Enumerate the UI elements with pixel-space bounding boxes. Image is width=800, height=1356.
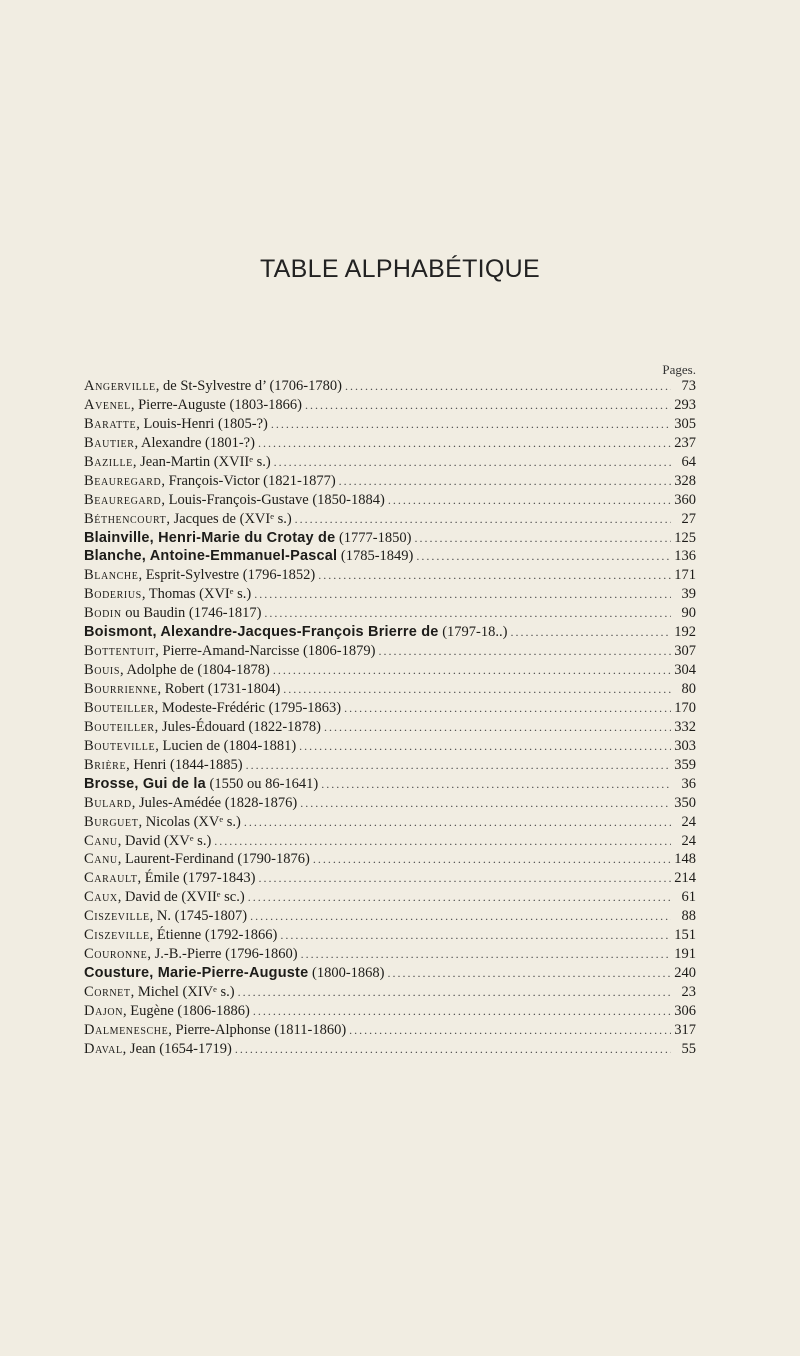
dot-leader [295, 512, 671, 527]
page-number: 39 [681, 586, 696, 603]
entry-text [84, 700, 341, 717]
entry-details: , Jean-Martin (XVIIᵉ s.) [132, 453, 271, 470]
entry-text [84, 681, 280, 698]
dot-leader [510, 625, 671, 640]
entry-text [84, 1041, 232, 1058]
dot-leader [300, 796, 671, 811]
entry-name: Cornet [84, 984, 131, 1000]
entry-details: , Jules-Édouard (1822-1878) [154, 718, 321, 735]
page-number: 148 [674, 851, 696, 868]
index-entry [84, 416, 696, 435]
page-number: 151 [674, 927, 696, 944]
entry-text [84, 378, 342, 395]
entry-name: Dajon [84, 1002, 124, 1019]
dot-leader [246, 758, 671, 773]
page-number: 359 [674, 756, 696, 773]
page-number: 191 [674, 946, 696, 963]
entry-details: , Modeste-Frédéric (1795-1863) [154, 699, 342, 716]
entry-details: (1550 ou 86-1641) [205, 775, 319, 792]
entry-name: Canu [84, 851, 118, 868]
dot-leader [250, 909, 671, 924]
entry-details: , Pierre-Auguste (1803-1866) [130, 396, 302, 413]
index-entry [84, 833, 696, 852]
dot-leader [388, 493, 671, 508]
dot-leader [414, 531, 671, 546]
entry-name: Bautier [84, 434, 135, 451]
entry-details: , Laurent-Ferdinand (1790-1876) [117, 851, 310, 868]
entry-details: , Esprit-Sylvestre (1796-1852) [138, 567, 316, 584]
entry-details: (1785-1849) [337, 548, 414, 565]
index-entry [84, 984, 696, 1003]
index-entry [84, 586, 696, 605]
page-number: 350 [674, 794, 696, 811]
dot-leader [321, 777, 671, 792]
page-number: 317 [674, 1021, 696, 1038]
index-entries [84, 378, 696, 1060]
index-entry [84, 757, 696, 776]
entry-text [84, 473, 336, 490]
entry-text [84, 719, 321, 736]
entry-name: Bouteiller [84, 718, 155, 735]
entry-text [84, 984, 235, 1001]
index-entry [84, 454, 696, 473]
entry-name: Bulard [84, 794, 132, 811]
index-entry [84, 624, 696, 643]
entry-text [84, 851, 310, 868]
index-entry [84, 870, 696, 889]
entry-details: , Henri (1844-1885) [126, 756, 243, 773]
entry-text [84, 738, 296, 755]
entry-name: Baratte [84, 415, 137, 432]
index-entry [84, 492, 696, 511]
dot-leader [313, 852, 671, 867]
dot-leader [299, 739, 671, 754]
index-entry [84, 473, 696, 492]
entry-details: , David de (XVIIᵉ sc.) [117, 889, 245, 906]
dot-leader [273, 663, 671, 678]
entry-name: Angerville [84, 378, 156, 394]
index-entry [84, 435, 696, 454]
index-entry [84, 776, 696, 795]
index-entry [84, 889, 696, 908]
dot-leader [283, 682, 671, 697]
dot-leader [214, 834, 671, 849]
index-entry [84, 643, 696, 662]
index-entry [84, 965, 696, 984]
page-number: 332 [674, 718, 696, 735]
dot-leader [238, 985, 671, 1000]
index-entry [84, 567, 696, 586]
entry-details: , Étienne (1792-1866) [149, 927, 278, 944]
entry-details: , Alexandre (1801-?) [134, 434, 255, 451]
dot-leader [305, 398, 671, 413]
page-number: 80 [681, 681, 696, 697]
dot-leader [318, 568, 671, 583]
entry-details: , Jules-Amédée (1828-1876) [131, 794, 298, 811]
entry-details: ou Baudin (1746-1817) [121, 605, 262, 622]
entry-text [84, 397, 302, 414]
dot-leader [274, 455, 671, 470]
entry-details: , Robert (1731-1804) [157, 681, 281, 697]
index-entry [84, 1041, 696, 1060]
page-number: 136 [674, 548, 696, 565]
pages-column-header: Pages. [662, 362, 696, 377]
dot-leader [387, 966, 671, 981]
page-number: 55 [681, 1040, 696, 1057]
index-entry [84, 511, 696, 530]
index-entry [84, 946, 696, 965]
entry-text [84, 454, 271, 471]
page-number: 73 [681, 378, 696, 394]
entry-details: , Émile (1797-1843) [137, 870, 256, 887]
entry-text [84, 643, 375, 660]
page-number: 306 [674, 1002, 696, 1019]
dot-leader [244, 815, 671, 830]
page-number: 303 [674, 737, 696, 754]
entry-name: Brosse, Gui de la [84, 775, 206, 792]
entry-name: Bazille [84, 453, 133, 470]
index-entry [84, 719, 696, 738]
index-entry [84, 795, 696, 814]
page-number: 240 [674, 965, 696, 982]
entry-text [84, 492, 385, 509]
entry-text [84, 511, 292, 528]
entry-name: Boderius [84, 586, 142, 603]
index-entry [84, 662, 696, 681]
page-number: 24 [681, 832, 696, 849]
page-number: 360 [674, 491, 696, 508]
entry-text [84, 1022, 346, 1039]
entry-name: Cousture, Marie-Pierre-Auguste [84, 965, 309, 982]
entry-name: Couronne [84, 946, 148, 963]
index-entry [84, 605, 696, 624]
index-entry [84, 814, 696, 833]
entry-text [84, 567, 315, 584]
entry-details: (1800-1868) [308, 965, 385, 982]
entry-details: , Louis-François-Gustave (1850-1884) [161, 491, 385, 508]
entry-details: , Pierre-Amand-Narcisse (1806-1879) [155, 643, 376, 660]
entry-details: , Jacques de (XVIᵉ s.) [166, 510, 292, 527]
page-number: 307 [674, 643, 696, 660]
entry-details: , N. (1745-1807) [149, 908, 248, 925]
index-entry [84, 397, 696, 416]
entry-details: , Jean (1654-1719) [122, 1040, 232, 1057]
entry-details: (1797-18..) [438, 624, 508, 641]
page-number: 304 [674, 662, 696, 679]
entry-details: , François-Victor (1821-1877) [161, 472, 336, 489]
entry-text [84, 662, 270, 679]
entry-details: , Adolphe de (1804-1878) [120, 662, 270, 679]
entry-name: Ciszeville [84, 927, 150, 944]
dot-leader [416, 549, 671, 564]
entry-name: Carault [84, 870, 138, 887]
entry-text [84, 586, 251, 603]
entry-name: Daval [84, 1040, 123, 1057]
dot-leader [259, 871, 671, 886]
page-number: 192 [674, 624, 696, 641]
entry-details: , Nicolas (XVᵉ s.) [138, 813, 241, 830]
index-entry [84, 378, 696, 397]
entry-name: Bouteiller [84, 699, 155, 716]
entry-text [84, 624, 507, 641]
index-entry [84, 738, 696, 757]
entry-text [84, 435, 255, 452]
dot-leader [378, 644, 671, 659]
entry-text [84, 870, 256, 887]
dot-leader [324, 720, 671, 735]
page-number: 61 [681, 889, 696, 906]
dot-leader [345, 379, 671, 394]
page-number: 171 [674, 567, 696, 584]
entry-text [84, 965, 384, 982]
dot-leader [349, 1023, 671, 1038]
dot-leader [264, 606, 671, 621]
entry-text [84, 833, 211, 850]
entry-text [84, 927, 277, 944]
dot-leader [271, 417, 671, 432]
entry-text [84, 889, 245, 906]
entry-text [84, 605, 261, 622]
page-number: 88 [681, 908, 696, 925]
entry-name: Beauregard [84, 491, 162, 508]
entry-text [84, 946, 298, 963]
entry-text [84, 776, 318, 793]
entry-name: Blainville, Henri-Marie du Crotay de [84, 529, 336, 546]
entry-name: Boismont, Alexandre-Jacques-François Brierre de [84, 624, 439, 641]
page-number: 293 [674, 396, 696, 413]
page-title: TABLE ALPHABÉTIQUE [259, 255, 541, 283]
index-entry [84, 851, 696, 870]
entry-details: , J.-B.-Pierre (1796-1860) [147, 946, 298, 963]
entry-details: , Louis-Henri (1805-?) [136, 415, 268, 432]
entry-name: Blanche [84, 567, 139, 584]
index-entry [84, 1003, 696, 1022]
entry-details: , Pierre-Alphonse (1811-1860) [168, 1021, 347, 1038]
entry-name: Bottentuit [84, 643, 156, 660]
entry-name: Avenel [84, 396, 131, 413]
entry-name: Bodin [84, 605, 122, 622]
index-entry [84, 908, 696, 927]
entry-name: Caux [84, 889, 118, 906]
page-number: 237 [674, 434, 696, 451]
entry-name: Béthencourt [84, 510, 167, 527]
entry-text [84, 757, 243, 774]
page-number: 23 [681, 984, 696, 1000]
index-entry [84, 530, 696, 549]
page-number: 328 [674, 472, 696, 489]
entry-name: Dalmenesche [84, 1021, 169, 1038]
entry-details: , Eugène (1806-1886) [123, 1002, 250, 1019]
entry-details: , de St-Sylvestre d’ (1706-1780) [155, 378, 342, 394]
entry-name: Burguet [84, 813, 139, 830]
dot-leader [339, 474, 671, 489]
dot-leader [258, 436, 671, 451]
entry-name: Blanche, Antoine-Emmanuel-Pascal [84, 548, 338, 565]
entry-text [84, 795, 297, 812]
entry-name: Bouis [84, 662, 121, 679]
dot-leader [280, 928, 671, 943]
index-entry [84, 681, 696, 700]
index-entry [84, 700, 696, 719]
page-number: 305 [674, 415, 696, 432]
dot-leader [301, 947, 671, 962]
entry-name: Brière [84, 756, 127, 773]
entry-name: Ciszeville [84, 908, 150, 925]
entry-details: , David (XVᵉ s.) [117, 832, 212, 849]
entry-name: Bouteville [84, 737, 156, 754]
entry-text [84, 548, 413, 565]
page-number: 27 [681, 510, 696, 527]
entry-name: Beauregard [84, 472, 162, 489]
entry-details: , Lucien de (1804-1881) [155, 737, 297, 754]
entry-text [84, 1003, 250, 1020]
page-number: 24 [681, 813, 696, 830]
dot-leader [253, 1004, 671, 1019]
entry-text [84, 814, 241, 831]
dot-leader [235, 1042, 671, 1057]
page-number: 214 [674, 870, 696, 887]
entry-text [84, 416, 268, 433]
page-number: 64 [681, 453, 696, 470]
page-number: 170 [674, 699, 696, 716]
entry-text [84, 908, 247, 925]
entry-details: (1777-1850) [335, 529, 412, 546]
entry-details: , Michel (XIVᵉ s.) [130, 984, 235, 1000]
dot-leader [248, 890, 671, 905]
page-number: 90 [681, 605, 696, 622]
page-number: 36 [681, 775, 696, 792]
entry-name: Canu [84, 832, 118, 849]
index-entry [84, 927, 696, 946]
dot-leader [344, 701, 671, 716]
entry-details: , Thomas (XVIᵉ s.) [141, 586, 252, 603]
dot-leader [254, 587, 671, 602]
page-number: 125 [674, 529, 696, 546]
entry-name: Bourrienne [84, 681, 158, 697]
index-entry [84, 548, 696, 567]
entry-text [84, 530, 411, 547]
index-entry [84, 1022, 696, 1041]
